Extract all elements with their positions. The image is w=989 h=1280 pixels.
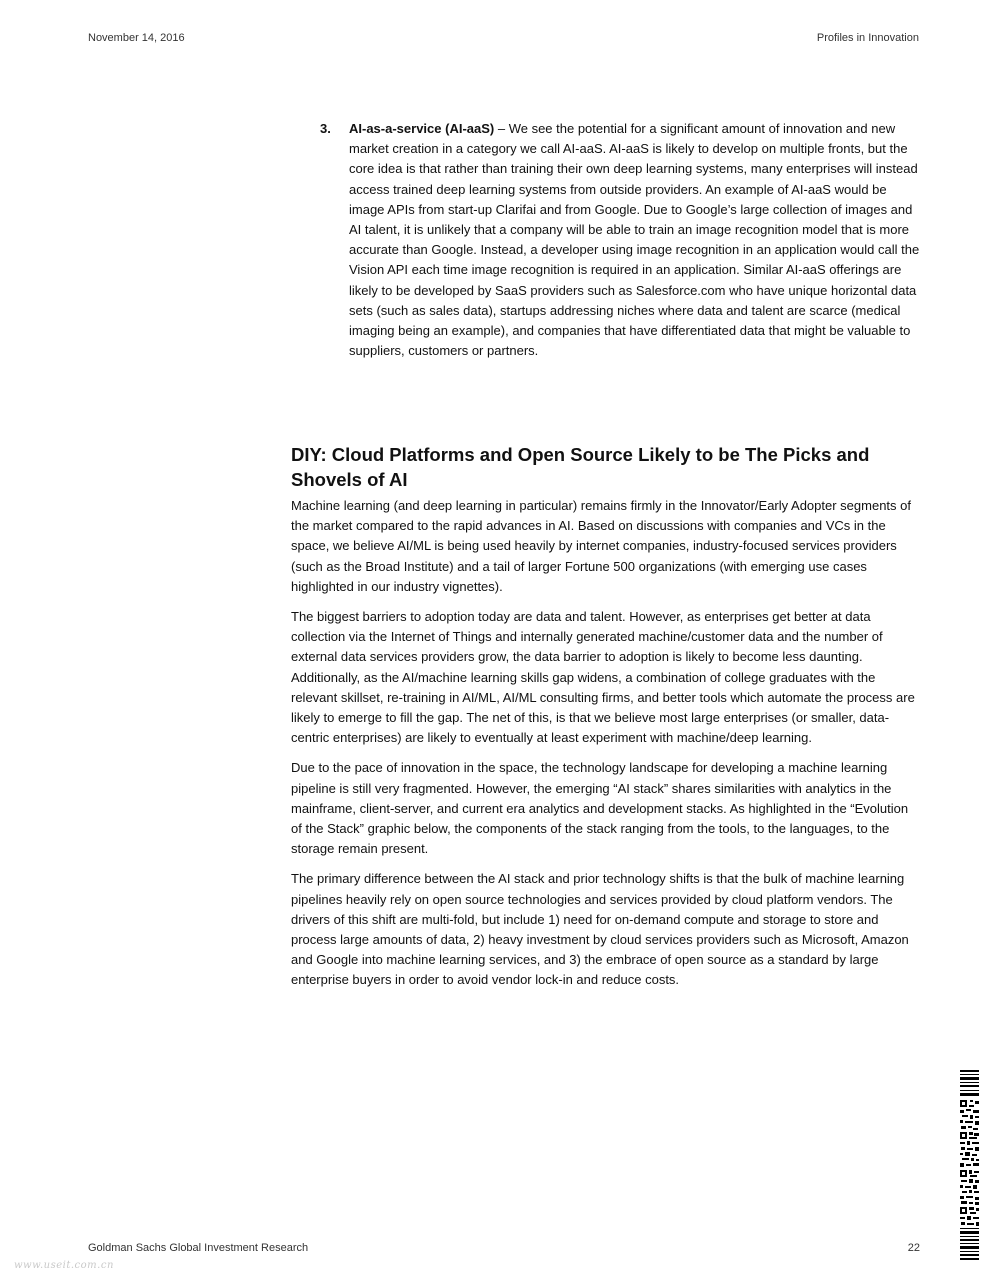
body-paragraph: The primary difference between the AI stack and prior technology shifts is that the bulk of machine learning pipelines heavily rely on open source technologies and services provided by cloud platform vendors. The drivers of this shift are multi-fold, but include 1) need for on-demand compute and storage to store and process large amounts of data, 2) heavy investment by cloud services providers such as Microsoft, Amazon and Google into machine learning services, and 3) the embrace of open source as a standard by large enterprise buyers in order to avoid vendor lock-in and reduce costs. bbox=[291, 871, 909, 988]
header-report-title: Profiles in Innovation bbox=[816, 32, 919, 44]
body-paragraph: The biggest barriers to adoption today are data and talent. However, as enterprises get better at data collection via the Internet of Things and internally generated machine/customer data and the number of external data services providers grow, the data barrier to adoption is likely to become less daunting. Additionally, as the AI/machine learning skills gap widens, a combination of college graduates with the relevant skillset, re-training in AI/ML, AI/ML consulting firms, and better tools which automate the process are likely to emerge to fill the gap. The net of this, is that we believe most large enterprises (or smaller, data-centric enterprises) are likely to eventually at least experiment with machine/deep learning. bbox=[291, 609, 915, 746]
list-number: 3. bbox=[320, 121, 331, 136]
numbered-list-item bbox=[320, 119, 920, 361]
body-paragraph: Due to the pace of innovation in the space, the technology landscape for developing a machine learning pipeline is still very fragmented. However, the emerging “AI stack” shares similarities with analytics in the mainframe, client-server, and current era analytics and development stacks. As highlighted in the “Evolution of the Stack” graphic below, the components of the stack ranging from the tools, to the languages, to the storage remain present. bbox=[291, 760, 909, 857]
footer-page-number: 22 bbox=[907, 1242, 920, 1254]
qr-code-strip bbox=[960, 1070, 979, 1260]
header-date: November 14, 2016 bbox=[88, 32, 185, 44]
list-item-text: – We see the potential for a significant amount of innovation and new market creation in a category we call AI-aaS. AI-aaS is likely to develop on multiple fronts, but the core idea is that rather than training their own deep learning systems, many enterprises will instead access trained deep learning systems from outside providers. An example of AI-aaS would be image APIs from start-up Clarifai and from Google. Due to Google’s large collection of images and AI talent, it is unlikely that a company will be able to train an image recognition model that is more accurate than Google. Instead, a developer using image recognition in an application would call the Vision API each time image recognition is required in an application. Similar AI-aaS offerings are likely to be developed by SaaS providers such as Salesforce.com who have unique horizontal data sets (such as sales data), startups addressing niches where data and talent are scarce (medical imaging being an example), and companies that have differentiated data that might be valuable to suppliers, customers or partners. bbox=[349, 121, 920, 359]
list-item-term: AI-as-a-service (AI-aaS) bbox=[349, 121, 495, 136]
section-body bbox=[291, 496, 919, 1001]
section-heading: DIY: Cloud Platforms and Open Source Likely to be The Picks and Shovels of AI bbox=[291, 444, 870, 490]
footer-publisher: Goldman Sachs Global Investment Research bbox=[88, 1242, 309, 1254]
list-item-body bbox=[349, 119, 920, 361]
watermark: www.useit.com.cn bbox=[14, 1260, 114, 1271]
body-paragraph: Machine learning (and deep learning in particular) remains firmly in the Innovator/Early Adopter segments of the market compared to the rapid advances in AI. Based on discussions with companies and VCs in the space, we believe AI/ML is being used heavily by internet companies, industry-focused services providers (such as the Broad Institute) and a tail of larger Fortune 500 organizations (with emerging use cases highlighted in our industry vignettes). bbox=[291, 498, 911, 594]
